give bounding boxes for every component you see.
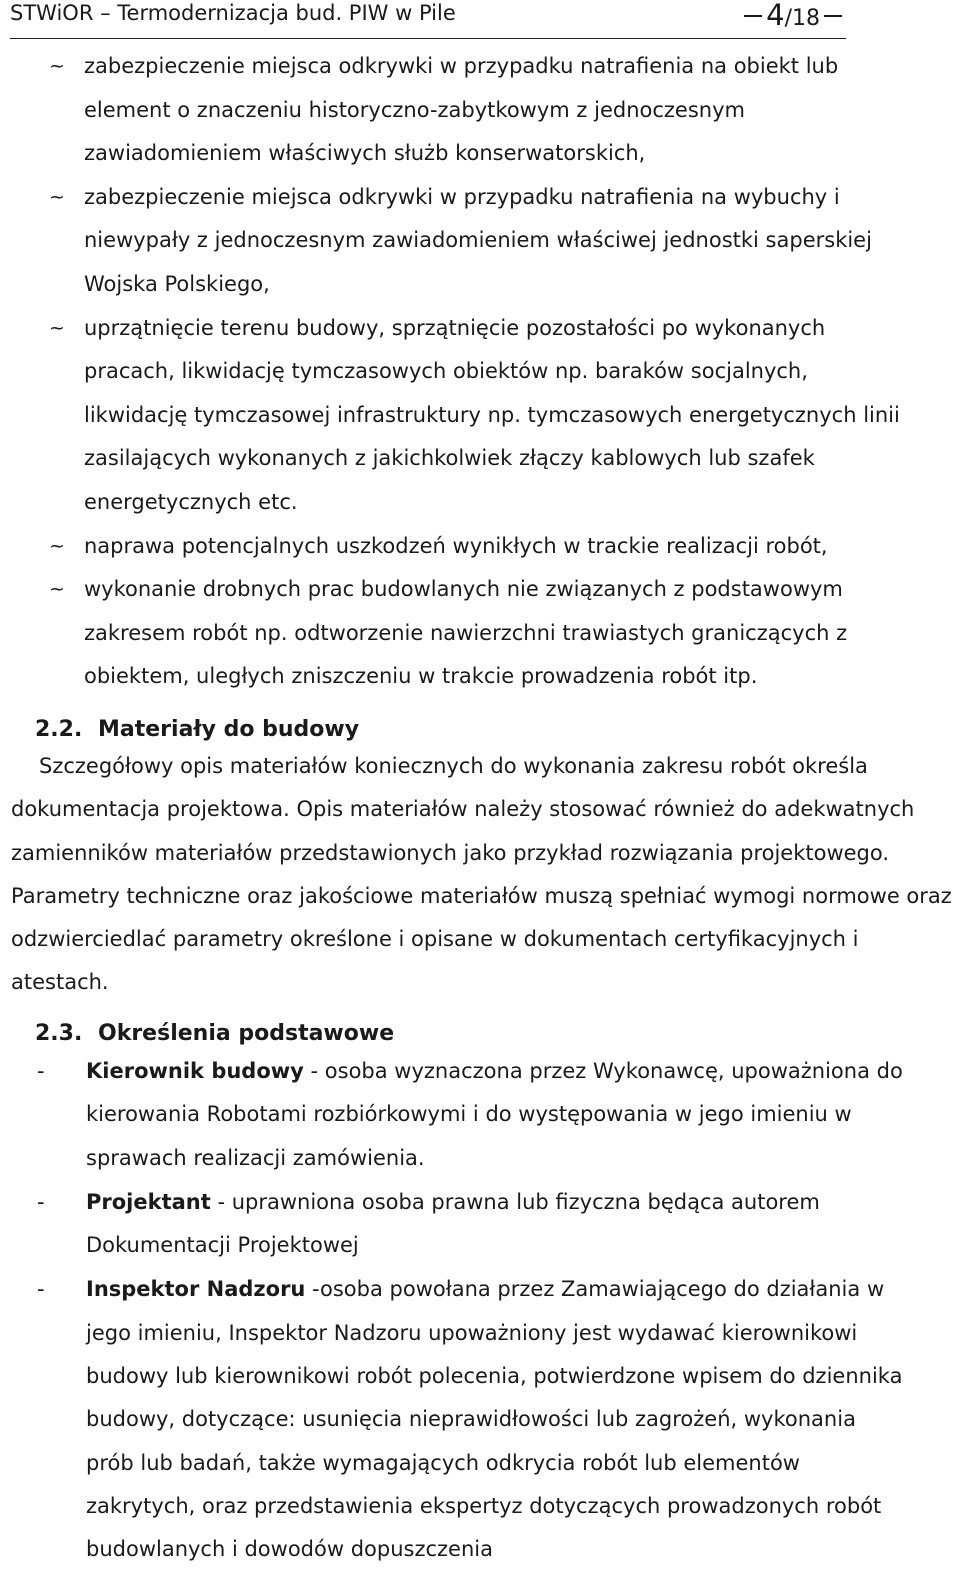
materials-paragraph: Szczegółowy opis materiałów koniecznych do wykonania zakresu robót określa dokumentacja projektowa. Opis materiałów należy stosować również do adekwatnych zamienników materiałów przedstawionych jako przykład rozwiązania projektowego. Parametry techniczne oraz jakościowe materiałów muszą spełniać wymogi normowe oraz odzwierciedlać parametry określone i opisane w dokumentach certyfikacyjnych i atestach.: [11, 754, 952, 995]
list-item-text: naprawa potencjalnych uszkodzeń wynikłych w trackie realizacji robót,: [84, 533, 828, 558]
list-item-text: zabezpieczenie miejsca odkrywki w przypadku natrafienia na wybuchy i niewypały z jednoczesnym zawiadomieniem właściwej jednostki saperskiej Wojska Polskiego,: [84, 184, 872, 296]
list-item-text: wykonanie drobnych prac budowlanych nie związanych z podstawowym zakresem robót np. odtworzenie nawierzchni trawiastych graniczących z obiektem, uległych zniszczeniu w trakcie prowadzenia robót itp.: [84, 577, 848, 689]
section-heading-materials: [35, 716, 359, 744]
definition-text: - uprawniona osoba prawna lub fizyczna będąca autorem Dokumentacji Projektowej: [86, 1189, 820, 1258]
definition-term: Kierownik budowy: [86, 1059, 304, 1083]
list-item: [0, 45, 914, 176]
page-number: [740, 0, 846, 34]
definition-item: [0, 1181, 906, 1268]
definitions-list: [0, 1050, 960, 1573]
dash-bullet: -: [37, 1277, 45, 1302]
page-current: 4: [766, 0, 785, 32]
tilde-bullet: ~: [49, 534, 65, 557]
tilde-bullet: ~: [49, 316, 65, 339]
dash-bullet: -: [37, 1189, 45, 1214]
definition-text: -osoba powołana przez Zamawiającego do działania w jego imieniu, Inspektor Nadzoru upoważniony jest wydawać kierownikowi budowy lub kierownikowi robót polecenia, potwierdzone wpisem do dziennika budowy, dotyczące: usunięcia nieprawidłowości lub zagrożeń, wykonania prób lub badań, także wymagających odkrycia robót lub elementów zakrytych, oraz przedstawienia ekspertyz dotyczących prowadzonych robót budowlanych i dowodów dopuszczenia: [86, 1277, 903, 1562]
tilde-bullet: ~: [49, 185, 65, 208]
definition-text: - osoba wyznaczona przez Wykonawcę, upoważniona do kierowania Robotami rozbiórkowymi i do występowania w jego imieniu w sprawach realizacji zamówienia.: [86, 1059, 903, 1170]
list-item-text: zabezpieczenie miejsca odkrywki w przypadku natrafienia na obiekt lub element o znaczeniu historyczno-zabytkowym z jednoczesnym zawiadomieniem właściwych służb konserwatorskich,: [84, 54, 839, 166]
work-scope-list: [0, 45, 960, 699]
page-header: [10, 0, 846, 39]
list-item: [0, 176, 914, 307]
section-number: 2.3.: [35, 1021, 83, 1046]
page-number-dash-left: [744, 15, 762, 17]
dash-bullet: -: [37, 1059, 45, 1083]
section-title: Określenia podstawowe: [98, 1021, 395, 1046]
section-title: Materiały do budowy: [98, 717, 360, 742]
definition-term: Projektant: [86, 1189, 211, 1214]
section-heading-definitions: [35, 1020, 394, 1048]
definition-term: Inspektor Nadzoru: [86, 1277, 306, 1302]
page-total: 18: [792, 6, 820, 31]
page-number-dash-right: [824, 15, 842, 17]
list-item: [0, 568, 914, 699]
list-item: [0, 525, 914, 569]
page-separator: /: [784, 6, 792, 31]
section-number: 2.2.: [35, 717, 83, 742]
definition-item: [0, 1268, 906, 1571]
list-item-text: uprzątnięcie terenu budowy, sprzątnięcie pozostałości po wykonanych pracach, likwidację tymczasowych obiektów np. baraków socjalnych, likwidację tymczasowej infrastruktury np. tymczasowych energetycznych linii zasilających wykonanych z jakichkolwiek złączy kablowych lub szafek energetycznych etc.: [84, 315, 900, 514]
list-item: [0, 307, 914, 525]
tilde-bullet: ~: [49, 55, 65, 77]
tilde-bullet: ~: [49, 578, 65, 601]
document-title: STWiOR – Termodernizacja bud. PIW w Pile: [10, 1, 456, 25]
definition-item: [0, 1050, 906, 1180]
